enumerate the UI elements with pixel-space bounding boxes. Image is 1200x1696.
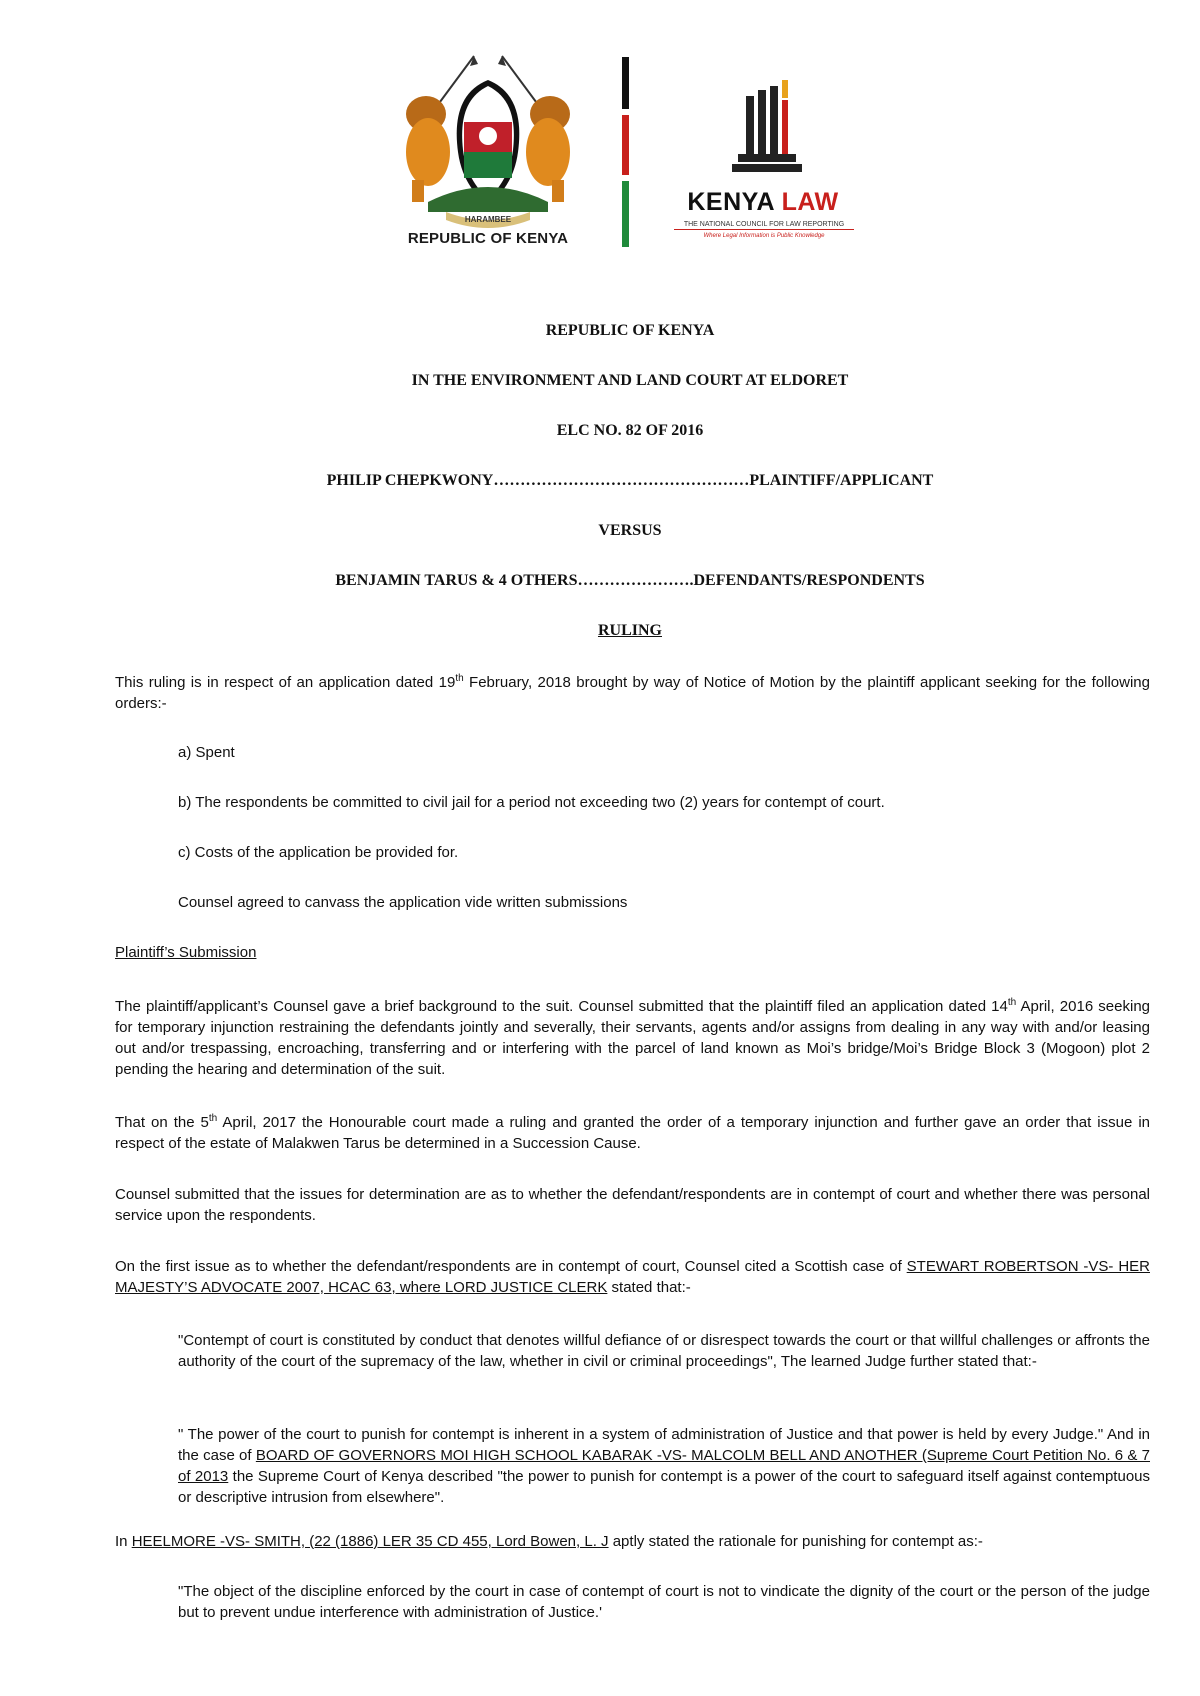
paragraph-issues: Counsel submitted that the issues for determination are as to whether the defendant/respondents are in contempt of court and whether there was personal service upon the respondents. <box>115 1186 1150 1224</box>
coat-caption: REPUBLIC OF KENYA <box>407 230 569 247</box>
heading-versus: VERSUS <box>598 522 662 539</box>
paragraph-ruling-2017: That on the 5th April, 2017 the Honourable court made a ruling and granted the order of a temporary injunction and further gave an order that issue in respect of the estate of Malakwen Tarus be determined in a Succession Cause. <box>115 1113 1150 1152</box>
order-c: c) Costs of the application be provided for. <box>178 844 459 861</box>
section-heading: Plaintiff’s Submission <box>115 944 257 961</box>
paragraph-heelmore: In HEELMORE -VS- SMITH, (22 (1886) LER 35 CD 455, Lord Bowen, L. J aptly stated the rationale for punishing for contempt as:- <box>115 1533 983 1550</box>
paragraph-background: The plaintiff/applicant’s Counsel gave a brief background to the suit. Counsel submitted that the plaintiff filed an application dated 14th April, 2016 seeking for temporary injunction restraining the defendants jointly and severally, their servants, agents and/or assigns from dealing in any way with and/or leasing out and/or trespassing, encroaching, transferring and or interfering with the parcel of land known as Moi’s bridge/Moi’s Bridge Block 3 (Mogoon) plot 2 pending the hearing and determination of the suit. <box>115 997 1151 1078</box>
quote-contempt-definition: "Contempt of court is constituted by conduct that denotes willful defiance of or disrespect towards the court or that willful challenges or affronts the authority of the court of the supremacy of the law, whether in civil or criminal proceedings", The learned Judge further stated that:- <box>178 1332 1150 1370</box>
case-citation-moi-high-school: BOARD OF GOVERNORS MOI HIGH SCHOOL KABARAK -VS- MALCOLM BELL AND ANOTHER (Supreme Court Petition No. 6 & 7 of 2013 <box>178 1447 1150 1485</box>
kenya-law-subtitle: THE NATIONAL COUNCIL FOR LAW REPORTING <box>674 221 854 230</box>
heading-case-number: ELC NO. 82 OF 2016 <box>556 422 704 439</box>
heading-defendants: BENJAMIN TARUS & 4 OTHERS………………….DEFENDANTS/RESPONDENTS <box>335 572 925 589</box>
counsel-agreed: Counsel agreed to canvass the application vide written submissions <box>178 894 628 911</box>
heading-republic: REPUBLIC OF KENYA <box>545 322 715 339</box>
heading-plaintiff: PHILIP CHEPKWONY…………………………………………PLAINTIFF/APPLICANT <box>326 472 934 489</box>
intro-paragraph: This ruling is in respect of an application dated 19th February, 2018 brought by way of Notice of Motion by the plaintiff applicant seeking for the following orders:- <box>115 673 1150 712</box>
case-citation-stewart: STEWART ROBERTSON -VS- HER MAJESTY’S ADVOCATE 2007, HCAC 63, where LORD JUSTICE CLERK <box>115 1258 1150 1296</box>
heading-ruling: RULING <box>597 622 662 639</box>
order-b: b) The respondents be committed to civil jail for a period not exceeding two (2) years for contempt of court. <box>178 794 885 811</box>
case-citation-heelmore: HEELMORE -VS- SMITH, (22 (1886) LER 35 CD 455, Lord Bowen, L. J <box>131 1533 609 1550</box>
kenya-law-logo <box>668 80 868 260</box>
quote-discipline-object: "The object of the discipline enforced by the court in case of contempt of court is not to vindicate the dignity of the court or the person of the judge but to prevent undue interference with administration of Justice.' <box>178 1583 1150 1621</box>
paragraph-first-issue: On the first issue as to whether the defendant/respondents are in contempt of court, Counsel cited a Scottish case of STEWART ROBERTSON -VS- HER MAJESTY’S ADVOCATE 2007, HCAC 63, where LORD JUSTICE CLERK stated that:- <box>115 1258 1150 1296</box>
kenya-law-tagline: Where Legal Information is Public Knowledge <box>703 233 825 239</box>
coat-motto: HARAMBEE <box>464 215 512 224</box>
flag-divider <box>622 57 629 247</box>
kenya-law-wordmark: KENYA LAW <box>687 188 839 216</box>
quote-power-to-punish: " The power of the court to punish for contempt is inherent in a system of administration of Justice and that power is held by every Judge." And in the case of BOARD OF GOVERNORS MOI HIGH SCHOOL KABARAK -VS- MALCOLM BELL AND ANOTHER (Supreme Court Petition No. 6 & 7 of 2013 the Supreme Court of Kenya described "the power to punish for contempt is a power of the court to safeguard itself against contemptuous or descriptive intrusion from elsewhere". <box>178 1426 1151 1506</box>
coat-of-arms-logo <box>388 52 588 252</box>
heading-court: IN THE ENVIRONMENT AND LAND COURT AT ELDORET <box>411 372 849 389</box>
order-a: a) Spent <box>178 744 235 761</box>
